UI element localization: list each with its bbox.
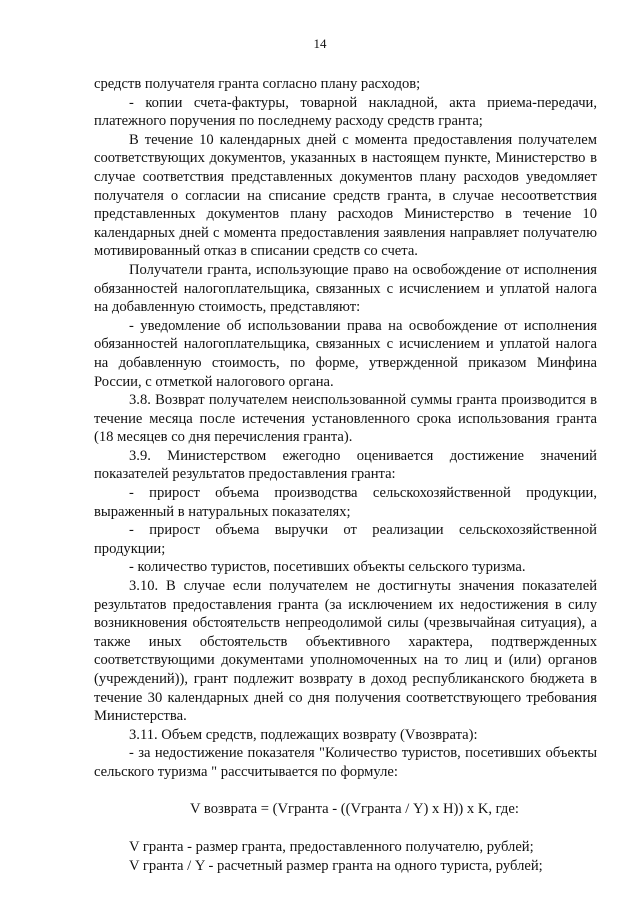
paragraph: - прирост объема выручки от реализации сельскохозяйственной продукции; (94, 522, 597, 557)
paragraph: - за недостижение показателя "Количество туристов, посетивших объекты сельского туризма " рассчитывается по формуле: (94, 745, 597, 780)
formula: V возврата = (Vгранта - ((Vгранта / Y) x H)) x K, где: (190, 800, 519, 817)
page-number: 14 (313, 36, 327, 51)
paragraph: - прирост объема производства сельскохозяйственной продукции, выраженный в натуральных показателях; (94, 485, 597, 520)
paragraph: Получатели гранта, использующие право на освобождение от исполнения обязанностей налогоплательщика, связанных с исчислением и уплатой налога на добавленную стоимость, представляют: (94, 261, 597, 316)
paragraph: 3.11. Объем средств, подлежащих возврату (Vвозврата): (129, 726, 478, 743)
paragraph: V гранта / Y - расчетный размер гранта на одного туриста, рублей; (129, 857, 543, 874)
paragraph: В течение 10 календарных дней с момента предоставления получателем соответствующих документов, указанных в настоящем пункте, Министерство в случае соответствия представленных документов плану расходов уведомляет получателя о согласии на списание средств гранта, в случае несоответствия представленных документов плану расходов Министерство в течение 10 календарных дней с момента предоставления заявления направляет получателю мотивированный отказ в списании средств со счета. (94, 131, 597, 260)
paragraph: средств получателя гранта согласно плану расходов; (94, 76, 421, 92)
paragraph: - уведомление об использовании права на освобождение от исполнения обязанностей налогоплательщика, связанных с исчислением и уплатой налога на добавленную стоимость, по форме, утвержденной приказом Минфина России, с отметкой налогового органа. (94, 317, 597, 390)
paragraph: 3.10. В случае если получателем не достигнуты значения показателей результатов предоставления гранта (за исключением их недостижения в силу возникновения обстоятельств непреодолимой силы (чрезвычайная ситуация), а также иных обстоятельств объективного характера, подтвержденных соответствующими документами уполномоченных на то лиц и (или) органов (учреждений)), грант подлежит возврату в доход республиканского бюджета в течение 30 календарных дней со дня получения соответствующего требования Министерства. (94, 578, 597, 725)
paragraph: - количество туристов, посетивших объекты сельского туризма. (129, 559, 526, 576)
paragraph: 3.9. Министерством ежегодно оценивается достижение значений показателей результатов предоставления гранта: (94, 447, 597, 483)
document-body (94, 75, 597, 875)
paragraph: V гранта - размер гранта, предоставленного получателю, рублей; (129, 839, 534, 856)
paragraph: - копии счета-фактуры, товарной накладной, акта приема-передачи, платежного поручения по последнему расходу средств гранта; (94, 94, 597, 130)
paragraph: 3.8. Возврат получателем неиспользованной суммы гранта производится в течение месяца после истечения установленного срока использования гранта (18 месяцев со дня перечисления гранта). (94, 392, 597, 446)
